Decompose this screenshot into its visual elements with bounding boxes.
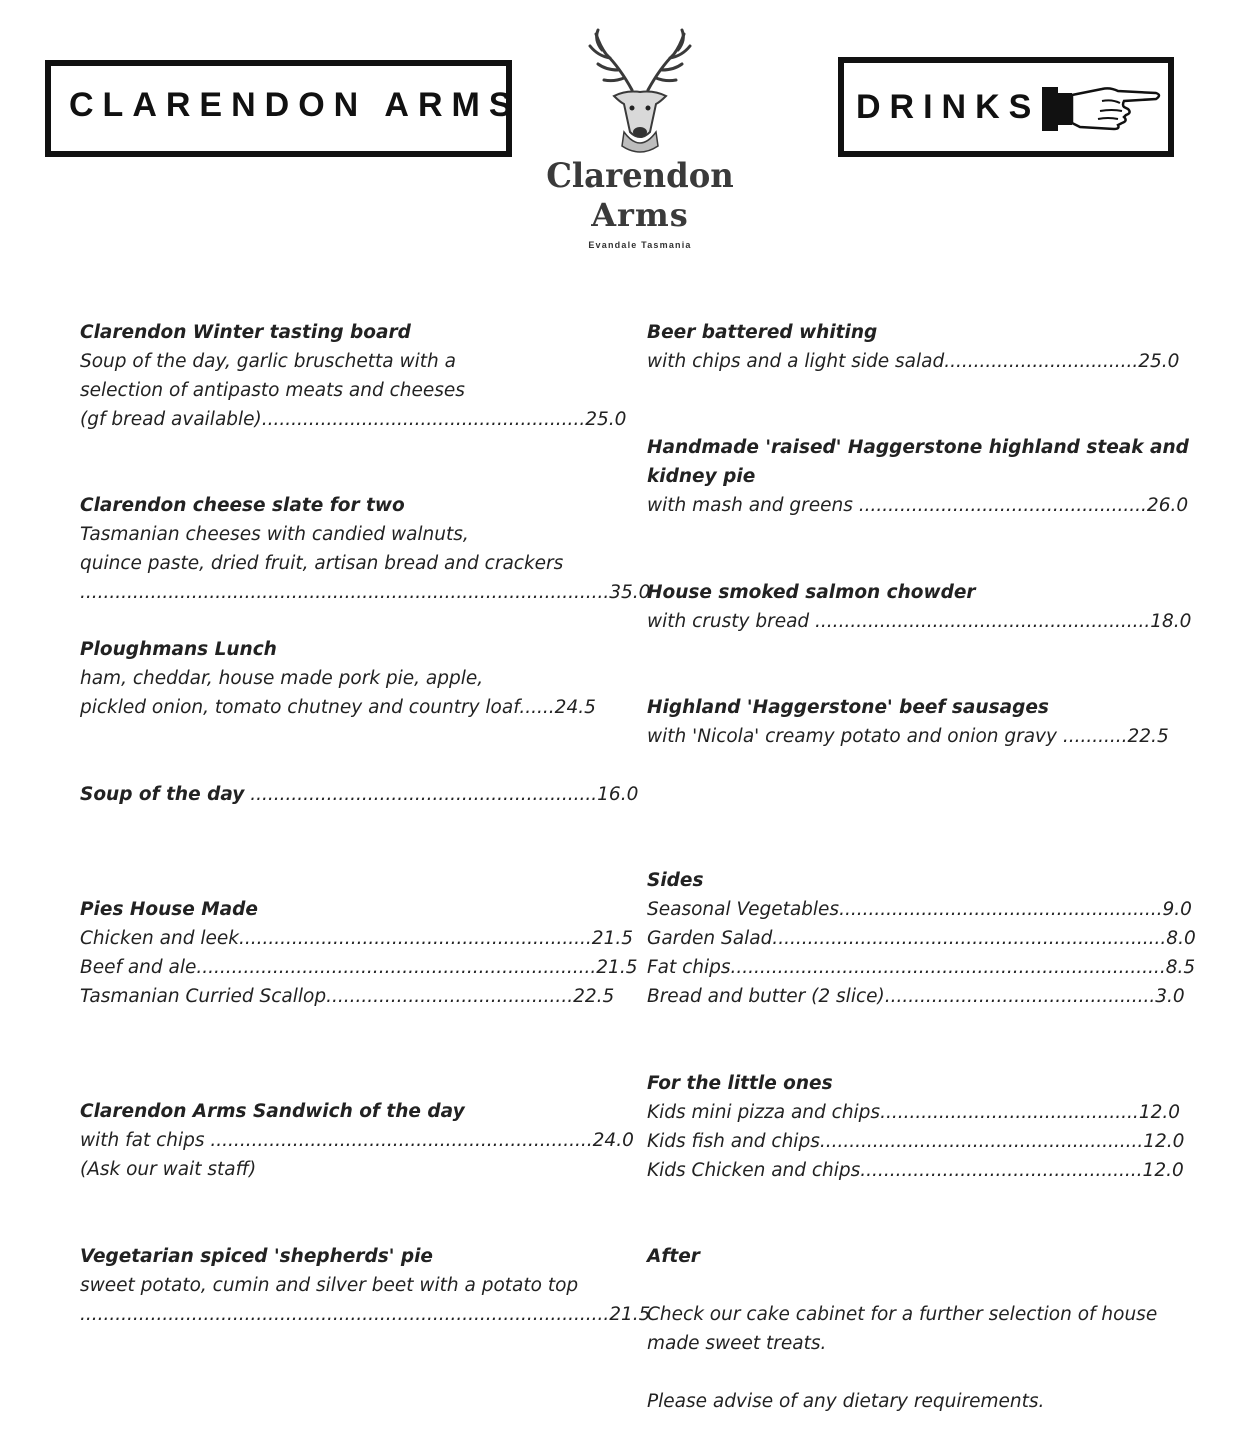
item-price-line: Fat chips..........................................................................8.5 xyxy=(647,957,1196,978)
item-price-line: with fat chips .................................................................24.0 xyxy=(80,1130,634,1151)
menu-item-pies xyxy=(80,895,637,1011)
item-title: House smoked salmon chowder xyxy=(647,582,976,603)
after-text: Check our cake cabinet for a further selection of house xyxy=(647,1304,1158,1325)
item-title-cont: kidney pie xyxy=(647,466,756,487)
menu-item-whiting xyxy=(647,318,1179,376)
menu-item-ploughmans xyxy=(80,635,596,722)
section-title: Sides xyxy=(647,870,704,891)
drinks-label: DRINKS xyxy=(856,88,1041,126)
item-price-line: Garden Salad...................................................................8.0 xyxy=(647,928,1196,949)
item-description: sweet potato, cumin and silver beet with a potato top xyxy=(80,1275,579,1296)
dietary-note: Please advise of any dietary requirements. xyxy=(647,1391,1045,1412)
restaurant-name: CLARENDON ARMS xyxy=(69,86,521,124)
menu-item-sandwich xyxy=(80,1097,634,1184)
item-price-line: with crusty bread .........................................................18.0 xyxy=(647,611,1192,632)
after-text: made sweet treats. xyxy=(647,1333,827,1354)
pointing-hand-icon xyxy=(1040,79,1164,139)
item-price-line: Seasonal Vegetables.......................................................9.0 xyxy=(647,899,1192,920)
item-price-line: pickled onion, tomato chutney and country loaf......24.5 xyxy=(80,697,596,718)
menu-item-tasting-board xyxy=(80,318,626,434)
menu-section-after xyxy=(647,1242,1157,1416)
item-title: Soup of the day xyxy=(80,784,245,805)
menu-item-cheese-slate xyxy=(80,491,650,607)
logo-line-1: Clarendon xyxy=(546,156,734,196)
logo-subtitle: Evandale Tasmania xyxy=(588,240,692,250)
item-note: (Ask our wait staff) xyxy=(80,1159,257,1180)
item-title: Clarendon Arms Sandwich of the day xyxy=(80,1101,465,1122)
item-title: Beer battered whiting xyxy=(647,322,878,343)
section-title: For the little ones xyxy=(647,1073,833,1094)
item-price-line: Tasmanian Curried Scallop..........................................22.5 xyxy=(80,986,615,1007)
header-box-restaurant-name xyxy=(45,60,521,157)
item-price-line: with 'Nicola' creamy potato and onion gravy ...........22.5 xyxy=(647,726,1169,747)
menu-item-chowder xyxy=(647,578,1191,636)
item-description: selection of antipasto meats and cheeses xyxy=(80,380,465,401)
item-title: Ploughmans Lunch xyxy=(80,639,277,660)
item-price-line: Kids Chicken and chips................................................12.0 xyxy=(647,1160,1184,1181)
item-price-line: Kids mini pizza and chips............................................12.0 xyxy=(647,1102,1181,1123)
item-title: Clarendon Winter tasting board xyxy=(80,322,411,343)
menu-item-soup xyxy=(80,780,638,809)
item-price-line: ...........................................................16.0 xyxy=(244,784,639,805)
logo-line-2: Arms xyxy=(591,196,689,234)
item-price-line: Kids fish and chips.......................................................12.0 xyxy=(647,1131,1185,1152)
menu-item-steak-pie xyxy=(647,433,1189,520)
item-price-line: ..........................................................................................21.5 xyxy=(80,1304,651,1325)
item-title: Pies House Made xyxy=(80,899,258,920)
item-price-line: Bread and butter (2 slice)..............................................3.0 xyxy=(647,986,1185,1007)
item-description: quince paste, dried fruit, artisan bread and crackers xyxy=(80,553,564,574)
menu-section-sides xyxy=(647,866,1196,1011)
stag-head-icon xyxy=(540,28,740,158)
item-price-line: Beef and ale....................................................................21.5 xyxy=(80,957,638,978)
item-price-line: with mash and greens .................................................26.0 xyxy=(647,495,1189,516)
menu-item-vegetarian-pie xyxy=(80,1242,650,1329)
item-price-line: Chicken and leek............................................................21.5 xyxy=(80,928,633,949)
logo xyxy=(540,28,740,258)
item-title: Vegetarian spiced 'shepherds' pie xyxy=(80,1246,433,1267)
item-price-line: ..........................................................................................35.0 xyxy=(80,582,651,603)
item-title: Handmade 'raised' Haggerstone highland steak and xyxy=(647,437,1189,458)
menu-item-sausages xyxy=(647,693,1169,751)
item-title: Highland 'Haggerstone' beef sausages xyxy=(647,697,1049,718)
item-description: ham, cheddar, house made pork pie, apple, xyxy=(80,668,484,689)
item-description: Tasmanian cheeses with candied walnuts, xyxy=(80,524,469,545)
section-title: After xyxy=(647,1246,700,1267)
item-price-line: with chips and a light side salad.................................25.0 xyxy=(647,351,1180,372)
item-price-line: (gf bread available).......................................................25.0 xyxy=(80,409,627,430)
item-description: Soup of the day, garlic bruschetta with a xyxy=(80,351,456,372)
drinks-box[interactable] xyxy=(838,57,1174,157)
menu-section-kids xyxy=(647,1069,1184,1185)
item-title: Clarendon cheese slate for two xyxy=(80,495,405,516)
